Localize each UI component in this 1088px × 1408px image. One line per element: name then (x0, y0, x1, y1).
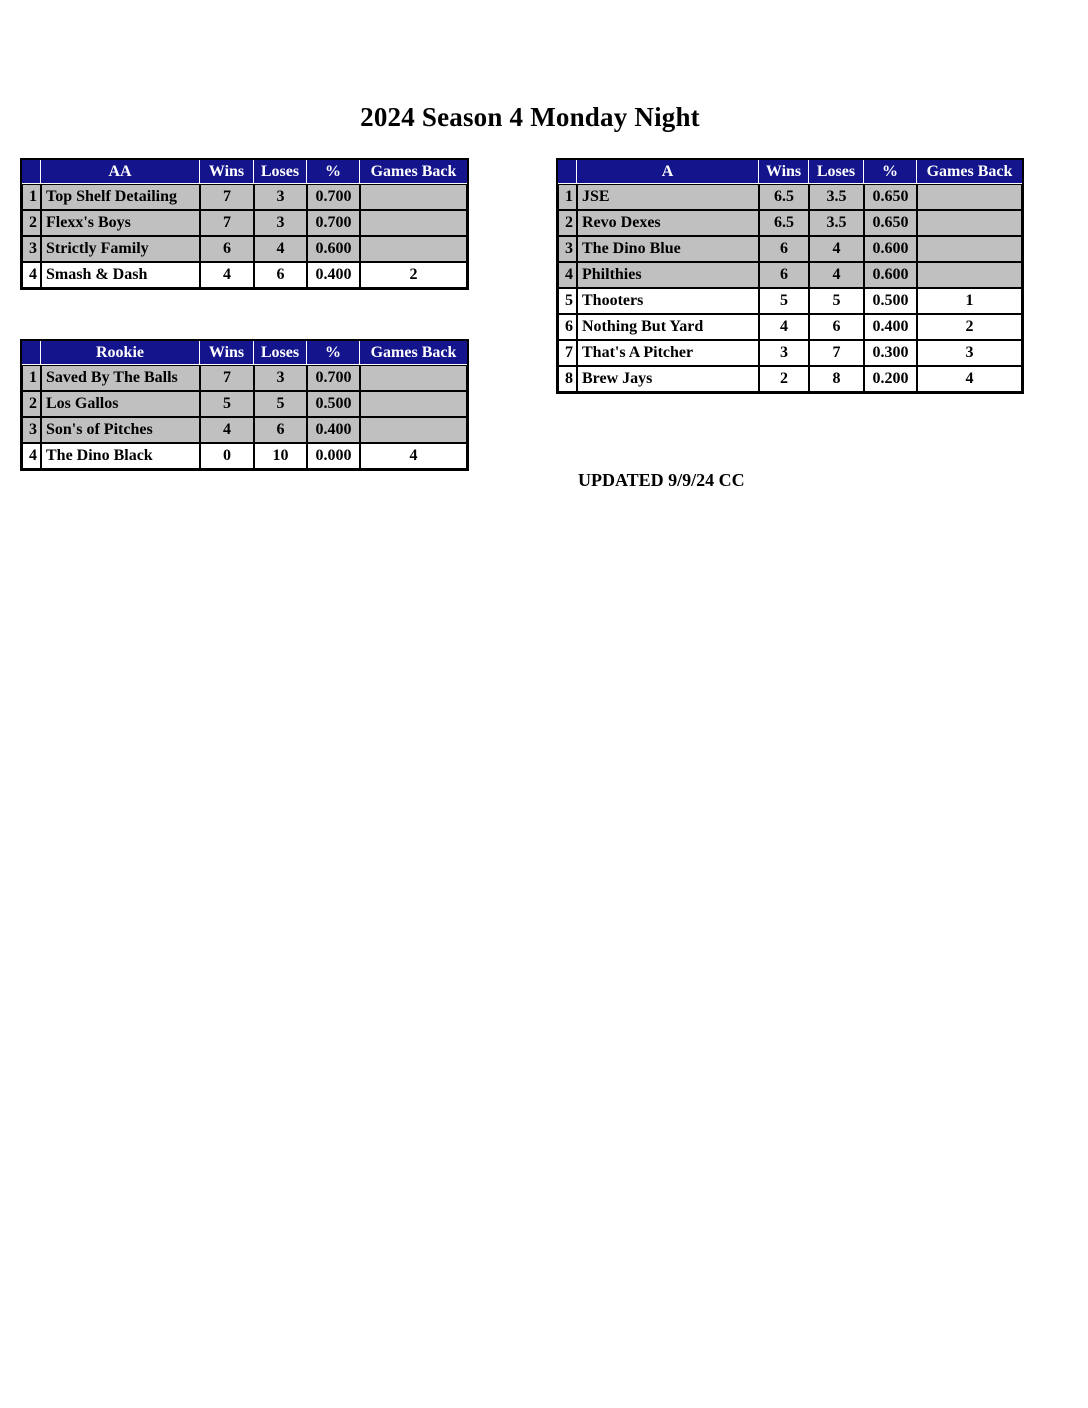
pct-cell: 0.500 (307, 391, 360, 417)
games-back-cell: 4 (917, 366, 1022, 392)
wins-cell: 6.5 (759, 184, 809, 210)
rank-cell: 6 (558, 314, 577, 340)
games-back-cell (917, 262, 1022, 288)
loses-cell: 6 (809, 314, 864, 340)
rank-cell: 5 (558, 288, 577, 314)
team-row (558, 236, 1022, 262)
loses-header: Loses (254, 341, 307, 365)
pct-cell: 0.400 (307, 417, 360, 443)
games-back-cell (917, 236, 1022, 262)
wins-cell: 6.5 (759, 210, 809, 236)
loses-cell: 3 (254, 184, 307, 210)
team-row (22, 262, 467, 288)
pct-cell: 0.400 (307, 262, 360, 288)
team-row (558, 314, 1022, 340)
rank-header (22, 341, 41, 365)
loses-cell: 8 (809, 366, 864, 392)
games-back-header: Games Back (360, 341, 467, 365)
loses-cell: 4 (809, 236, 864, 262)
pct-header: % (864, 160, 917, 184)
wins-cell: 5 (200, 391, 254, 417)
loses-cell: 6 (254, 417, 307, 443)
rank-cell: 3 (22, 236, 41, 262)
team-cell: The Dino Blue (577, 236, 759, 262)
loses-header: Loses (809, 160, 864, 184)
team-cell: Flexx's Boys (41, 210, 200, 236)
team-row (558, 288, 1022, 314)
rank-cell: 3 (22, 417, 41, 443)
games-back-cell (917, 184, 1022, 210)
pct-cell: 0.600 (307, 236, 360, 262)
pct-cell: 0.600 (864, 236, 917, 262)
rank-cell: 2 (22, 391, 41, 417)
pct-cell: 0.650 (864, 210, 917, 236)
team-cell: Nothing But Yard (577, 314, 759, 340)
team-row (558, 366, 1022, 392)
games-back-cell (360, 365, 467, 391)
pct-cell: 0.650 (864, 184, 917, 210)
pct-cell: 0.200 (864, 366, 917, 392)
team-row (558, 184, 1022, 210)
games-back-cell (360, 391, 467, 417)
wins-cell: 4 (759, 314, 809, 340)
games-back-cell (917, 210, 1022, 236)
games-back-cell (360, 184, 467, 210)
games-back-cell: 2 (917, 314, 1022, 340)
header-row (22, 341, 467, 365)
pct-header: % (307, 341, 360, 365)
loses-cell: 6 (254, 262, 307, 288)
loses-cell: 4 (809, 262, 864, 288)
games-back-cell: 3 (917, 340, 1022, 366)
team-row (22, 417, 467, 443)
team-row (22, 443, 467, 469)
rank-cell: 2 (558, 210, 577, 236)
wins-cell: 6 (759, 262, 809, 288)
games-back-cell: 2 (360, 262, 467, 288)
pct-cell: 0.400 (864, 314, 917, 340)
division-header: A (577, 160, 759, 184)
team-cell: JSE (577, 184, 759, 210)
team-row (558, 262, 1022, 288)
rank-cell: 1 (22, 365, 41, 391)
wins-header: Wins (200, 341, 254, 365)
wins-cell: 7 (200, 365, 254, 391)
standings-table-a (556, 158, 1024, 394)
rank-cell: 8 (558, 366, 577, 392)
team-row (22, 210, 467, 236)
loses-cell: 5 (809, 288, 864, 314)
pct-cell: 0.700 (307, 365, 360, 391)
loses-header: Loses (254, 160, 307, 184)
pct-cell: 0.700 (307, 210, 360, 236)
rank-cell: 4 (22, 443, 41, 469)
wins-header: Wins (759, 160, 809, 184)
loses-cell: 3.5 (809, 210, 864, 236)
team-cell: Brew Jays (577, 366, 759, 392)
page-title: 2024 Season 4 Monday Night (360, 102, 700, 132)
updated-note: UPDATED 9/9/24 CC (578, 470, 745, 490)
loses-cell: 10 (254, 443, 307, 469)
loses-cell: 3 (254, 210, 307, 236)
header-row (558, 160, 1022, 184)
pct-cell: 0.300 (864, 340, 917, 366)
team-cell: Strictly Family (41, 236, 200, 262)
loses-cell: 3.5 (809, 184, 864, 210)
wins-header: Wins (200, 160, 254, 184)
team-cell: Saved By The Balls (41, 365, 200, 391)
games-back-cell (360, 417, 467, 443)
rank-header (22, 160, 41, 184)
games-back-cell (360, 236, 467, 262)
games-back-header: Games Back (917, 160, 1022, 184)
team-row (22, 391, 467, 417)
wins-cell: 0 (200, 443, 254, 469)
wins-cell: 7 (200, 184, 254, 210)
team-cell: Smash & Dash (41, 262, 200, 288)
loses-cell: 7 (809, 340, 864, 366)
games-back-cell: 1 (917, 288, 1022, 314)
team-cell: The Dino Black (41, 443, 200, 469)
rank-cell: 1 (558, 184, 577, 210)
wins-cell: 6 (200, 236, 254, 262)
pct-cell: 0.000 (307, 443, 360, 469)
rank-cell: 7 (558, 340, 577, 366)
rank-cell: 3 (558, 236, 577, 262)
team-row (558, 210, 1022, 236)
wins-cell: 6 (759, 236, 809, 262)
standings-table-aa (20, 158, 469, 290)
rank-cell: 4 (22, 262, 41, 288)
wins-cell: 7 (200, 210, 254, 236)
pct-header: % (307, 160, 360, 184)
team-cell: That's A Pitcher (577, 340, 759, 366)
division-header: Rookie (41, 341, 200, 365)
team-cell: Revo Dexes (577, 210, 759, 236)
rank-header (558, 160, 577, 184)
team-row (22, 365, 467, 391)
wins-cell: 3 (759, 340, 809, 366)
pct-cell: 0.500 (864, 288, 917, 314)
team-cell: Los Gallos (41, 391, 200, 417)
games-back-cell (360, 210, 467, 236)
team-row (558, 340, 1022, 366)
team-row (22, 236, 467, 262)
games-back-header: Games Back (360, 160, 467, 184)
pct-cell: 0.600 (864, 262, 917, 288)
team-cell: Thooters (577, 288, 759, 314)
rank-cell: 2 (22, 210, 41, 236)
wins-cell: 4 (200, 417, 254, 443)
wins-cell: 4 (200, 262, 254, 288)
loses-cell: 3 (254, 365, 307, 391)
team-cell: Son's of Pitches (41, 417, 200, 443)
rank-cell: 1 (22, 184, 41, 210)
team-cell: Top Shelf Detailing (41, 184, 200, 210)
team-row (22, 184, 467, 210)
pct-cell: 0.700 (307, 184, 360, 210)
wins-cell: 2 (759, 366, 809, 392)
rank-cell: 4 (558, 262, 577, 288)
standings-table-rookie (20, 339, 469, 471)
loses-cell: 5 (254, 391, 307, 417)
division-header: AA (41, 160, 200, 184)
header-row (22, 160, 467, 184)
wins-cell: 5 (759, 288, 809, 314)
team-cell: Philthies (577, 262, 759, 288)
loses-cell: 4 (254, 236, 307, 262)
games-back-cell: 4 (360, 443, 467, 469)
